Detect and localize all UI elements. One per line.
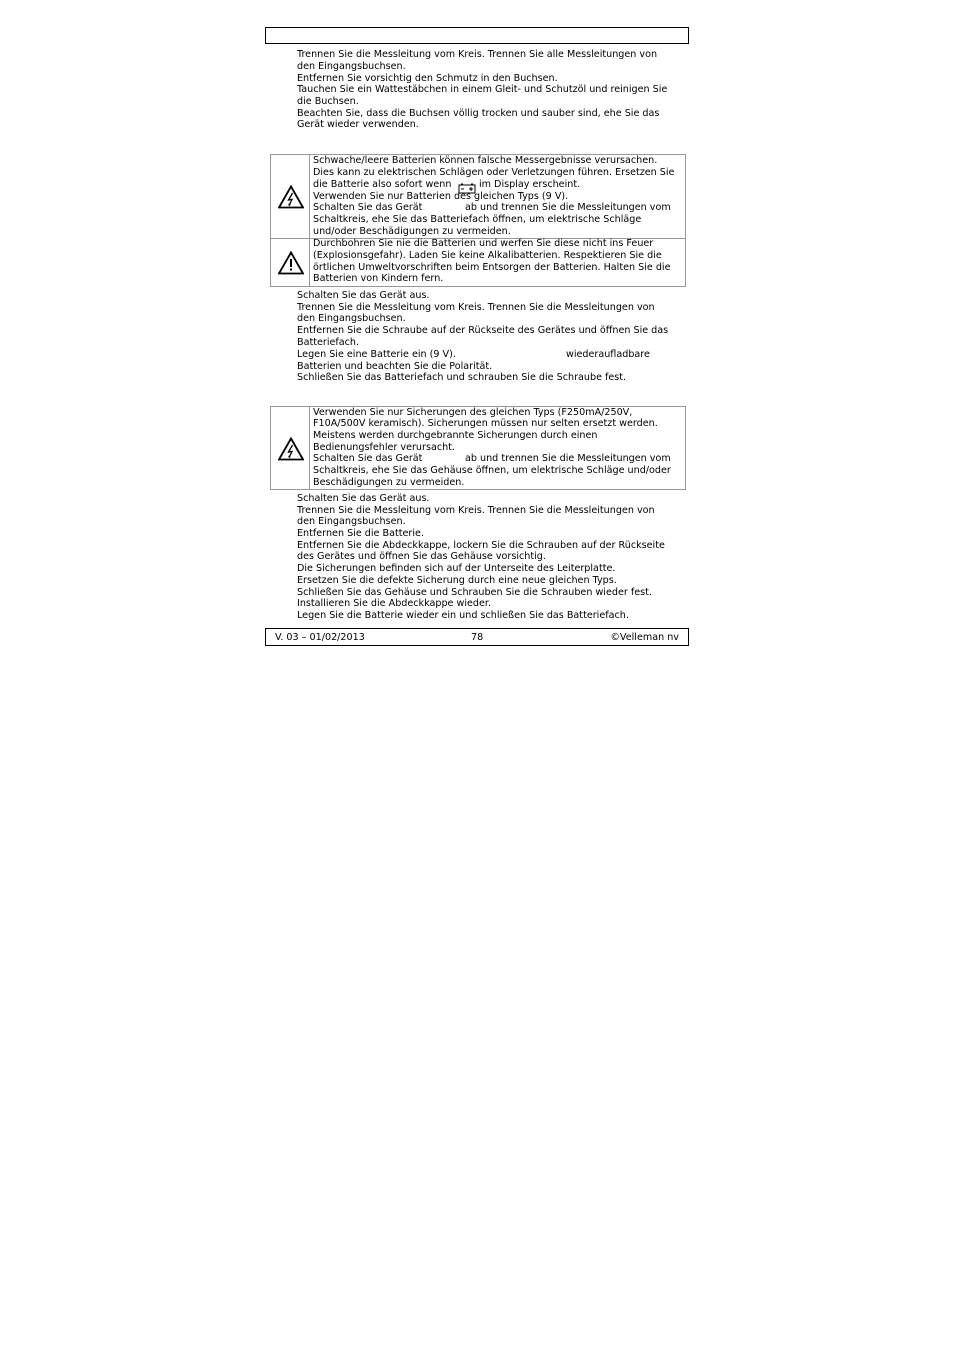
text-line: Verwenden Sie nur Sicherungen des gleichen Typs (F250mA/250V, <box>313 407 633 418</box>
text-line: den Eingangsbuchsen. <box>297 61 406 72</box>
text-line: örtlichen Umweltvorschriften beim Entsorgen der Batterien. Halten Sie die <box>313 262 671 273</box>
text-line: Schaltkreis, ehe Sie das Gehäuse öffnen, um elektrische Schläge und/oder <box>313 465 671 476</box>
text-line: Trennen Sie die Messleitung vom Kreis. Trennen Sie die Messleitungen von <box>297 505 655 516</box>
text-line: Batterien und beachten Sie die Polarität. <box>297 361 493 372</box>
text-line: Dies kann zu elektrischen Schlägen oder Verletzungen führen. Ersetzen Sie <box>313 167 675 178</box>
text-line: des Gerätes und öffnen Sie das Gehäuse vorsichtig. <box>297 551 546 562</box>
text-line: Schwache/leere Batterien können falsche Messergebnisse verursachen. <box>313 155 658 166</box>
text-line: Entfernen Sie vorsichtig den Schmutz in den Buchsen. <box>297 73 558 84</box>
text-line: Beachten Sie, dass die Buchsen völlig trocken und sauber sind, ehe Sie das <box>297 108 660 119</box>
text-line: Schließen Sie das Gehäuse und Schrauben Sie die Schrauben wieder fest. <box>297 587 652 598</box>
text-line: Schalten Sie das Gerät aus. <box>297 290 430 301</box>
text-line: Beschädigungen zu vermeiden. <box>313 477 465 488</box>
text-line: wiederaufladbare <box>566 349 650 360</box>
caution-warning-icon <box>278 251 304 279</box>
text-line: die Buchsen. <box>297 96 359 107</box>
footer-page-number: 78 <box>471 632 484 643</box>
text-line: Meistens werden durchgebrannte Sicherungen durch einen <box>313 430 598 441</box>
high-voltage-warning-icon <box>278 185 304 213</box>
text-line: Trennen Sie die Messleitung vom Kreis. Trennen Sie alle Messleitungen von <box>297 49 658 60</box>
text-line: Legen Sie eine Batterie ein (9 V). <box>297 349 456 360</box>
text-line: Schaltkreis, ehe Sie das Batteriefach öffnen, um elektrische Schläge <box>313 214 642 225</box>
text-line: Schließen Sie das Batteriefach und schrauben Sie die Schraube fest. <box>297 372 627 383</box>
text-line: den Eingangsbuchsen. <box>297 516 406 527</box>
footer-version: V. 03 – 01/02/2013 <box>275 632 365 643</box>
text-line: ab und trennen Sie die Messleitungen vom <box>465 453 671 464</box>
text-line: (Explosionsgefahr). Laden Sie keine Alkalibatterien. Respektieren Sie die <box>313 250 662 261</box>
text-line: Entfernen Sie die Batterie. <box>297 528 424 539</box>
text-line: Ersetzen Sie die defekte Sicherung durch eine neue gleichen Typs. <box>297 575 617 586</box>
text-line: Verwenden Sie nur Batterien des gleichen Typs (9 V). <box>313 191 569 202</box>
text-line: Batteriefach. <box>297 337 360 348</box>
text-line: Tauchen Sie ein Wattestäbchen in einem Gleit- und Schutzöl und reinigen Sie <box>297 84 668 95</box>
text-line: Entfernen Sie die Schraube auf der Rückseite des Gerätes und öffnen Sie das <box>297 325 669 336</box>
text-line: F10A/500V keramisch). Sicherungen müssen nur selten ersetzt werden. <box>313 418 658 429</box>
text-line: Installieren Sie die Abdeckkappe wieder. <box>297 598 492 609</box>
text-line: Batterien von Kindern fern. <box>313 273 444 284</box>
text-line: Durchbohren Sie nie die Batterien und werfen Sie diese nicht ins Feuer <box>313 238 654 249</box>
footer-copyright: ©Velleman nv <box>610 632 679 643</box>
text-line: Gerät wieder verwenden. <box>297 119 419 130</box>
high-voltage-warning-icon <box>278 437 304 465</box>
text-line: Die Sicherungen befinden sich auf der Unterseite des Leiterplatte. <box>297 563 616 574</box>
text-line: Trennen Sie die Messleitung vom Kreis. Trennen Sie die Messleitungen von <box>297 302 655 313</box>
text-line: Entfernen Sie die Abdeckkappe, lockern Sie die Schrauben auf der Rückseite <box>297 540 665 551</box>
text-line: Legen Sie die Batterie wieder ein und schließen Sie das Batteriefach. <box>297 610 629 621</box>
text-line: ab und trennen Sie die Messleitungen vom <box>465 202 671 213</box>
text-line: Bedienungsfehler verursacht. <box>313 442 455 453</box>
text-line: Schalten Sie das Gerät aus. <box>297 493 430 504</box>
text-line: im Display erscheint. <box>479 179 581 190</box>
header-bar <box>265 27 689 44</box>
text-line: den Eingangsbuchsen. <box>297 313 406 324</box>
text-line: Schalten Sie das Gerät <box>313 453 423 464</box>
text-line: und/oder Beschädigungen zu vermeiden. <box>313 226 511 237</box>
text-line: Schalten Sie das Gerät <box>313 202 423 213</box>
text-line: die Batterie also sofort wenn <box>313 179 452 190</box>
page-footer <box>265 628 689 646</box>
